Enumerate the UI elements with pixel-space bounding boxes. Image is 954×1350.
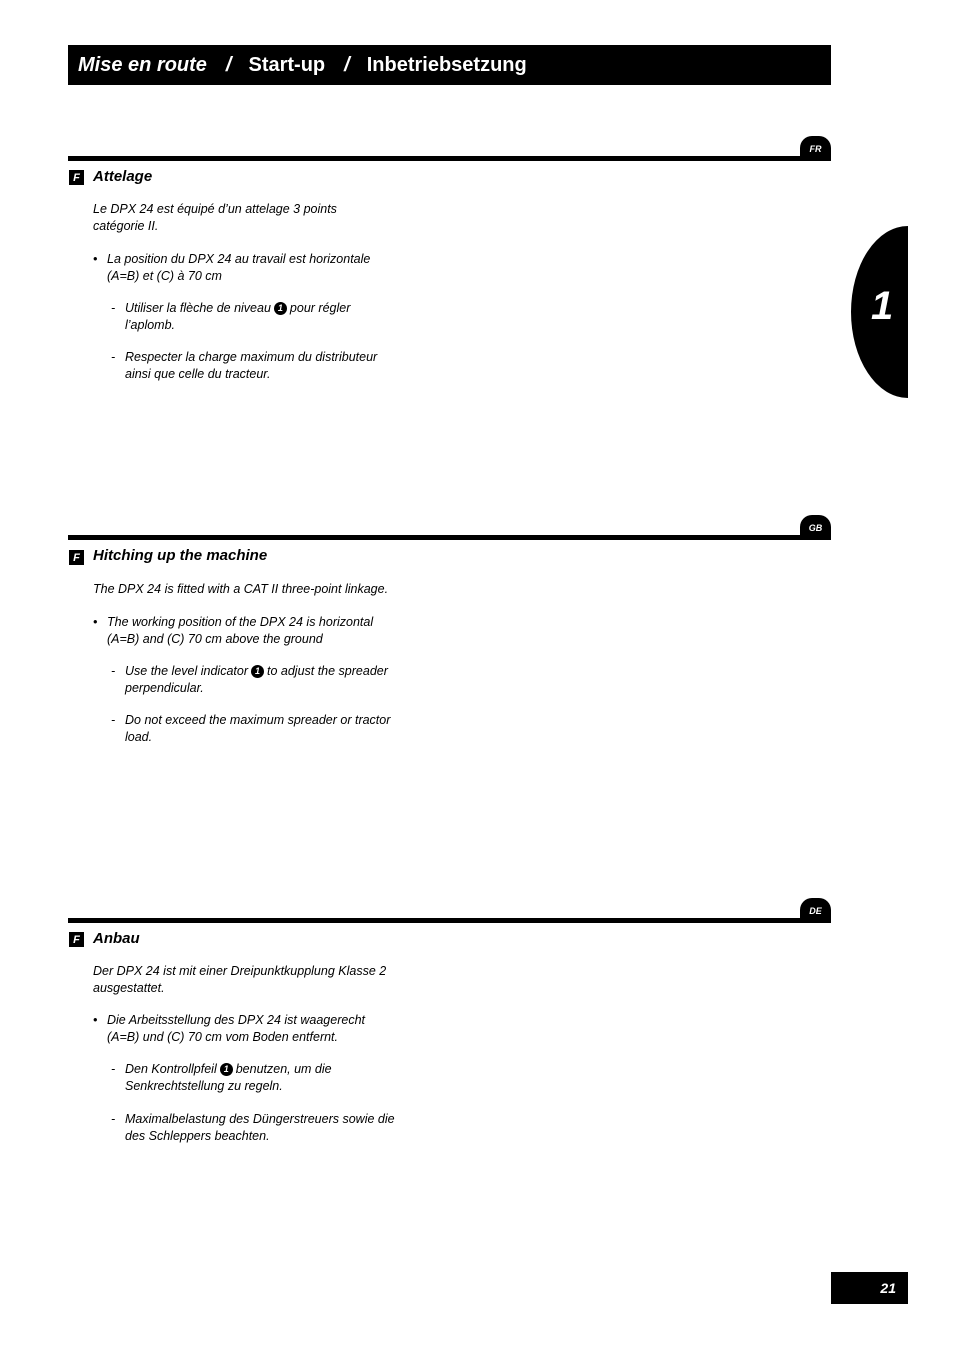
- section-marker: F: [69, 170, 84, 185]
- bullet-mark: •: [93, 1013, 98, 1027]
- section-intro: Der DPX 24 ist mit einer Dreipunktkupplung Klasse 2 ausgestattet.: [93, 964, 387, 995]
- section-rule: [68, 535, 831, 540]
- reference-number-icon: 1: [274, 302, 287, 315]
- page-header: [68, 45, 831, 85]
- dash-mark: -: [111, 301, 116, 315]
- reference-number-icon: 1: [251, 665, 264, 678]
- section-title: Anbau: [93, 930, 140, 947]
- header-separator: /: [344, 53, 350, 76]
- section-rule: [68, 156, 831, 161]
- header-separator: /: [225, 53, 232, 76]
- lang-tab-fr: FR: [800, 136, 831, 160]
- header-title-en: Start-up: [248, 53, 326, 76]
- header-title-fr: Mise en route: [78, 53, 207, 76]
- chapter-tab: [851, 226, 908, 398]
- page-number: 21: [831, 1272, 908, 1304]
- dash-mark: -: [111, 1062, 116, 1076]
- lang-tab-de: DE: [800, 898, 831, 922]
- chapter-number: 1: [871, 284, 894, 328]
- dash-mark: -: [111, 1112, 116, 1126]
- lang-tab-gb: GB: [800, 515, 831, 539]
- dash-mark: -: [111, 664, 116, 678]
- section-intro: Le DPX 24 est équipé d’un attelage 3 points catégorie II.: [93, 202, 337, 233]
- reference-number-icon: 1: [220, 1063, 233, 1076]
- bullet-mark: •: [93, 615, 98, 629]
- bullet-mark: •: [93, 252, 98, 266]
- section-title: Hitching up the machine: [93, 547, 268, 564]
- dash-mark: -: [111, 713, 116, 727]
- section-rule: [68, 918, 831, 923]
- section-marker: F: [69, 932, 84, 947]
- dash-mark: -: [111, 350, 116, 364]
- section-marker: F: [69, 550, 84, 565]
- header-title-de: Inbetriebsetzung: [366, 53, 527, 76]
- section-title: Attelage: [93, 168, 153, 185]
- section-intro: The DPX 24 is fitted with a CAT II three-point linkage.: [93, 582, 389, 596]
